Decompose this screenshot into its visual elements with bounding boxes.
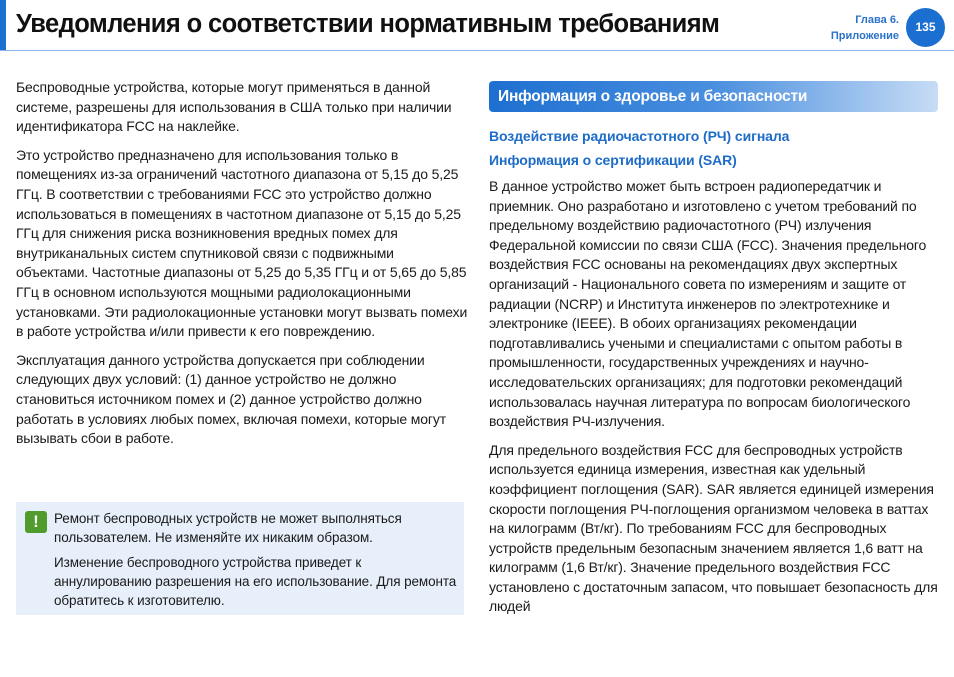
paragraph-rf-transmitter: В данное устройство может быть встроен радиопередатчик и приемник. Оно разработано и изготовлено с учетом требований по предельному воздействию радиочастотного (РЧ) излучения Федеральной комиссии по связи США (FCC). Значения предельного воздействия FCC основаны на рекомендациях двух экспертных организаций - Национального совета по измерениям и защите от радиации (NCRP) и Института инженеров по электротехнике и электронике (IEEE). В обоих организациях рекомендации подготавливались учеными и специалистами с опытом работы в промышленности, государственных учреждениях и научно-исследовательских организациях; для подготовки рекомендаций использовалась научная литература по вопросам биологического воздействия РЧ-излучения. [489,178,927,430]
chapter-name: Приложение [830,30,899,42]
title-accent-bar [0,0,6,51]
note-box [16,502,464,615]
subheading-rf-exposure: Воздействие радиочастотного (РЧ) сигнала [489,128,790,144]
page-number-badge: 135 [906,8,945,47]
paragraph-operation-conditions: Эксплуатация данного устройства допускается при соблюдении следующих двух условий: (1) данное устройство не должно становиться источником помех и (2) данное устройство должно работать в условиях любых помех, включая помехи, которые могут вызывать сбои в работе. [16,351,446,447]
left-column [16,78,468,458]
note-paragraph-repair: Ремонт беспроводных устройств не может выполняться пользователем. Не изменяйте их никаким образом. [54,511,402,545]
subheading-sar-info: Информация о сертификации (SAR) [489,152,737,168]
title-divider [0,50,954,51]
right-column [489,81,938,626]
section-header-health-safety: Информация о здоровье и безопасности [489,81,938,112]
page-title: Уведомления о соответствии нормативным требованиям [16,10,720,38]
paragraph-indoor-use: Это устройство предназначено для использования только в помещениях из-за ограничений частотного диапазона от 5,15 до 5,25 ГГц. В соответствии с требованиями FCC это устройство должно использоваться в помещениях в частотном диапазоне от 5,15 до 5,25 ГГц для снижения риска возникновения вредных помех для внутриканальных систем спутниковой связи с подвижными объектами. Частотные диапазоны от 5,25 до 5,35 ГГц и от 5,65 до 5,85 ГГц в основном используются мощными радиолокационными установками. Эти радиолокационные установки могут вызвать помехи в работе устройства и/или привести к его повреждению. [16,146,468,340]
chapter-label [831,12,899,44]
note-paragraph-modification: Изменение беспроводного устройства приведет к аннулированию разрешения на его использование. Для ремонта обратитесь к изготовителю. [54,555,457,608]
note-text [54,509,459,616]
paragraph-fcc-id: Беспроводные устройства, которые могут применяться в данной системе, разрешены для использования в США только при наличии идентификатора FCC на наклейке. [16,79,452,135]
chapter-number: Глава 6. [855,14,899,26]
paragraph-sar-limit: Для предельного воздействия FCC для беспроводных устройств используется единица измерения, известная как удельный коэффициент поглощения (SAR). SAR является единицей измерения скорости поглощения РЧ-поглощения организмом человека в ваттах на килограмм (Вт/кг). По требованиям FCC для беспроводных устройств предельным безопасным значением является 1,6 ватт на килограмм (1,6 Вт/кг). Значение предельного воздействия FCC установлено с достаточным запасом, что повышает безопасность для людей [489,441,938,615]
exclamation-icon: ! [25,511,47,533]
